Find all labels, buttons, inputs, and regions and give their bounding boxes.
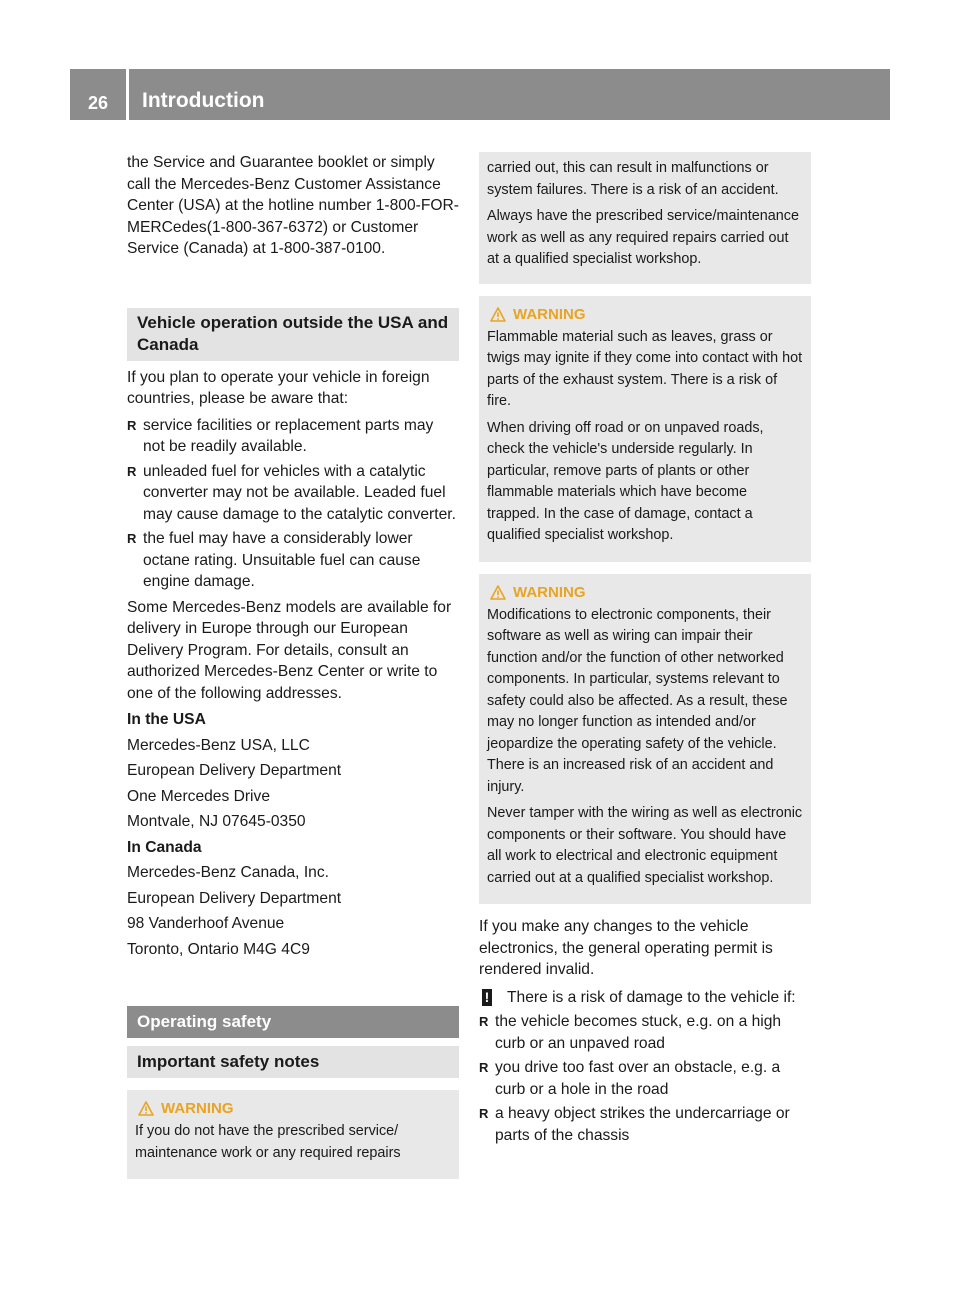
warning-triangle-icon (138, 1101, 154, 1116)
canada-heading: In Canada (127, 838, 202, 856)
section-heading-important-safety-notes: Important safety notes (127, 1046, 459, 1078)
list-item: R the fuel may have a considerably lower octane rating. Unsuitable fuel can cause engine damage. (127, 530, 421, 590)
usa-heading: In the USA (127, 711, 206, 728)
warning-triangle-icon (490, 585, 506, 600)
list-item: R service facilities or replacement parts may not be readily available. (127, 416, 434, 455)
list-item: R the vehicle becomes stuck, e.g. on a high curb or an unpaved road (479, 1013, 782, 1052)
damage-note (479, 987, 811, 1009)
bullet-icon: R (479, 1060, 489, 1075)
bullet-list (127, 415, 459, 593)
permit-paragraph: If you make any changes to the vehicle electronics, the general operating permit is rendered invalid. (479, 918, 773, 978)
address-line: European Delivery Department (127, 889, 342, 907)
address-line: Mercedes-Benz USA, LLC (127, 736, 310, 754)
note-text: There is a risk of damage to the vehicle if: (507, 988, 796, 1006)
right-column (479, 152, 811, 1150)
warning-box (479, 574, 811, 905)
warning-text: If you do not have the prescribed service/ maintenance work or any required repairs (135, 1123, 401, 1161)
intro-paragraph: the Service and Guarantee booklet or simply call the Mercedes-Benz Customer Assistance Center (USA) at the hotline number 1-800-FOR-MERCedes(1-800-367-6372) or Customer Service (Canada) at 1-800-387-0100. (127, 154, 459, 257)
bullet-icon: R (127, 531, 137, 546)
bullet-icon: R (127, 463, 137, 479)
address-block (127, 709, 459, 960)
address-line: Mercedes-Benz Canada, Inc. (127, 864, 329, 881)
bullet-icon: R (479, 1106, 489, 1121)
warning-box (479, 296, 811, 562)
section-heading-operating-safety: Operating safety (127, 1006, 459, 1038)
left-column (127, 152, 459, 1179)
address-line: One Mercedes Drive (127, 787, 270, 805)
address-line: Montvale, NJ 07645-0350 (127, 813, 306, 830)
warning-text: Never tamper with the wiring as well as electronic components or their software. You should have all work to electrical and electronic equipment carried out at a qualified specialist workshop. (487, 805, 803, 886)
address-line: European Delivery Department (127, 762, 342, 779)
warning-box (127, 1090, 459, 1179)
header-divider (126, 69, 129, 120)
warning-box-continued (479, 152, 811, 284)
chapter-title: Introduction (142, 89, 265, 112)
bullet-icon: R (127, 417, 137, 433)
page-header (70, 69, 890, 120)
warning-triangle-icon (490, 307, 506, 322)
warning-text: When driving off road or on unpaved roads, check the vehicle's underside regularly. In particular, remove parts of plants or other flammable materials which have become trapped. In the case of damage, contact a qualified specialist workshop. (487, 419, 764, 543)
page-number: 26 (87, 93, 109, 113)
list-item: R you drive too fast over an obstacle, e.g. a curb or a hole in the road (479, 1059, 781, 1098)
section-intro: If you plan to operate your vehicle in foreign countries, please be aware that: (127, 368, 430, 407)
warning-title: WARNING (135, 1100, 451, 1117)
warning-text: carried out, this can result in malfunctions or system failures. There is a risk of an accident. (487, 160, 779, 198)
damage-bullet-list (479, 1011, 811, 1146)
warning-title: WARNING (487, 306, 803, 323)
list-item: R a heavy object strikes the undercarriage or parts of the chassis (479, 1105, 790, 1144)
delivery-paragraph: Some Mercedes-Benz models are available for delivery in Europe through our European Delivery Program. For details, consult an authorized Mercedes-Benz Center or write to one of the following addresses. (127, 598, 452, 702)
warning-text: Modifications to electronic components, their software as well as wiring can impair their function and/or the function of other networked components. In particular, systems relevant to safety could also be affected. As a result, these may no longer function as intended and/or jeopardize the operating safety of the vehicle. There is an increased risk of an accident and injury. (487, 606, 788, 795)
warning-title: WARNING (487, 584, 803, 601)
warning-text: Always have the prescribed service/maintenance work as well as any required repairs carried out at a qualified specialist workshop. (487, 208, 799, 267)
exclamation-icon: ! (482, 989, 492, 1006)
address-line: Toronto, Ontario M4G 4C9 (127, 940, 310, 958)
section-heading-vehicle-operation: Vehicle operation outside the USA and Canada (127, 308, 459, 361)
warning-text: Flammable material such as leaves, grass or twigs may ignite if they come into contact with hot parts of the exhaust system. There is a risk of fire. (487, 328, 803, 409)
list-item: R unleaded fuel for vehicles with a catalytic converter may not be available. Leaded fuel may cause damage to the catalytic converter. (127, 462, 456, 523)
address-line: 98 Vanderhoof Avenue (127, 915, 285, 932)
bullet-icon: R (479, 1014, 489, 1029)
